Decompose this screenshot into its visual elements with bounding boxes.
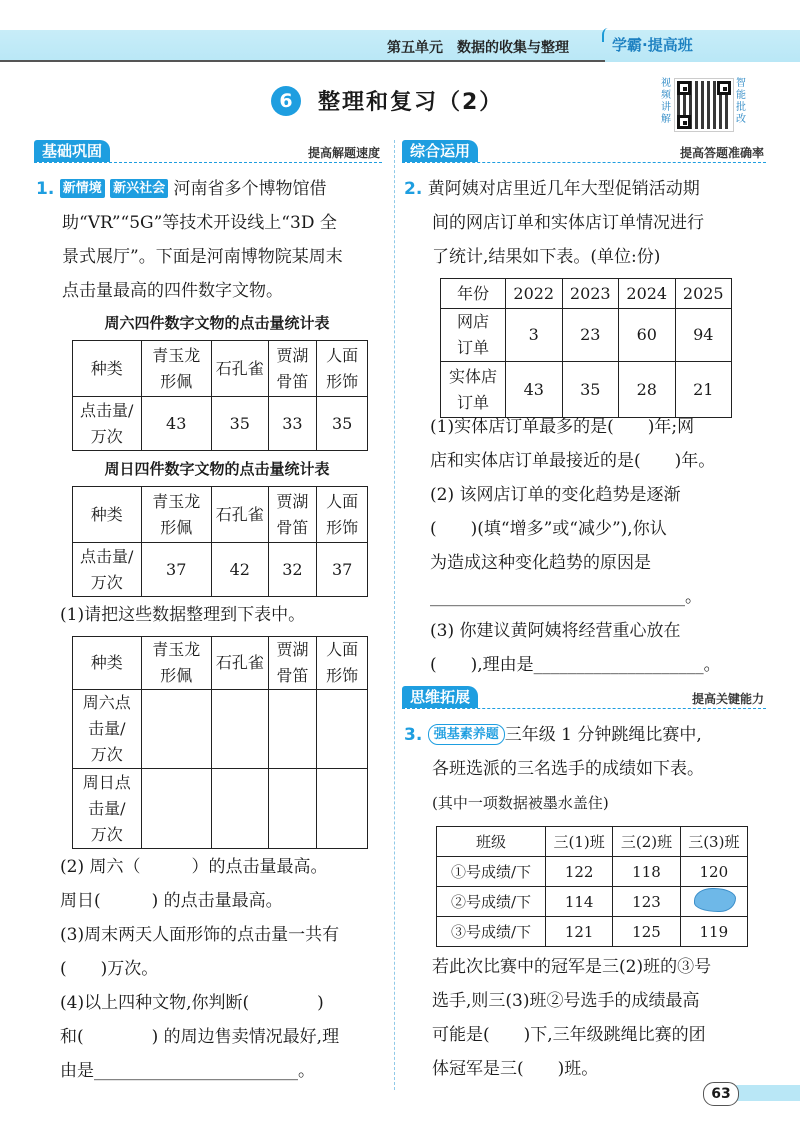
cell-value: 120 [680,857,747,887]
cell-value: 3 [506,309,563,362]
q1-sub1: (1)请把这些数据整理到下表中。 [60,605,306,625]
cell-value: 123 [613,887,680,917]
brand-swoosh-icon [602,28,614,42]
section-applied-label: 综合运用 [402,140,478,162]
cell-value: 118 [613,857,680,887]
cell-value: 23 [562,309,619,362]
cell-value: 43 [141,397,211,451]
q1-sub4c: 由是________________________。 [60,1061,315,1081]
q3-p3: 可能是( )下,三年级跳绳比赛的团 [432,1025,706,1045]
q3-line1: 3. 强基素养题 三年级 1 分钟跳绳比赛中, [404,725,702,745]
blank-cell[interactable] [317,690,368,769]
brand-label [612,34,693,55]
q1-sub3a: (3)周末两天人面形饰的点击量一共有 [60,925,340,945]
q2-sub1b: 店和实体店订单最接近的是( )年。 [430,451,716,471]
section-extension-subtitle: 提高关键能力 [691,692,764,706]
section-applied-subtitle: 提高答题准确率 [679,146,764,160]
blank-cell[interactable] [268,769,317,849]
cell-value: 94 [675,309,732,362]
section-basic [34,140,382,162]
q3-p1: 若此次比赛中的冠军是三(2)班的③号 [432,957,712,977]
unit-title: 第五单元 数据的收集与整理 [387,40,569,56]
table-sunday: 种类 青玉龙 形佩 石孔雀 贾湖 骨笛 人面 形饰 点击量/ 万次 37 42 32 37 [72,486,368,597]
cell-value: 125 [613,917,680,947]
column-divider [394,140,395,1090]
lesson-title: 整理和复习（2） [318,90,504,115]
table-orders: 年份 2022 2023 2024 2025 网店 订单 3 23 60 94 实体店 订单 43 35 28 21 [440,278,732,418]
cell-value: 43 [506,362,563,418]
q1-number: 1. [36,179,55,199]
blank-cell[interactable] [141,690,211,769]
cell-value: 121 [546,917,613,947]
cell-value: 35 [317,397,368,451]
cell-value: 32 [268,543,317,597]
cell-value: 122 [546,857,613,887]
q1-sub2a: (2) 周六（ ）的点击量最高。 [60,857,328,877]
header-rule [0,60,605,62]
q2-line3: 了统计,结果如下表。(单位:份) [432,247,661,267]
q2-sub2b: ( )(填“增多”或“减少”),你认 [430,519,667,539]
q2-sub3b: ( ),理由是____________________。 [430,655,721,675]
table1-caption: 周六四件数字文物的点击量统计表 [104,314,330,332]
q2-sub2d: ______________________________。 [430,587,702,607]
q1-line3: 景式展厅”。下面是河南博物院某周末 [62,247,343,267]
cell-value: 37 [317,543,368,597]
tag-core-literacy: 强基素养题 [428,724,505,745]
tag-new-context: 新情境 [60,179,105,198]
section-basic-subtitle: 提高解题速度 [307,146,380,160]
blank-cell[interactable] [212,769,269,849]
cell-value: 114 [546,887,613,917]
q1-line1: 河南省多个博物馆借 [173,179,327,199]
q2-line2: 间的网店订单和实体店订单情况进行 [432,213,704,233]
q1-sub4b: 和( ) 的周边售卖情况最好,理 [60,1027,340,1047]
ink-blot [694,888,736,912]
qr-left-label: 视频讲解 [661,78,671,125]
lesson-number-badge: 6 [271,86,301,116]
qr-code-icon[interactable] [674,78,734,132]
brand-text: 学霸·提高班 [612,36,693,54]
tag-new-society: 新兴社会 [110,179,168,198]
q2-sub2a: (2) 该网店订单的变化趋势是逐渐 [430,485,681,505]
section-extension [402,686,766,708]
th-kind: 种类 [73,341,142,397]
table-saturday: 种类 青玉龙 形佩 石孔雀 贾湖 骨笛 人面 形饰 点击量/ 万次 43 35 33 35 [72,340,368,451]
blank-cell[interactable] [268,690,317,769]
q2-sub3a: (3) 你建议黄阿姨将经营重心放在 [430,621,681,641]
cell-value: 28 [619,362,676,418]
q2-sub1a: (1)实体店订单最多的是( )年;网 [430,417,695,437]
q2-sub2c: 为造成这种变化趋势的原因是 [430,553,651,573]
blank-cell[interactable] [212,690,269,769]
section-applied [402,140,766,162]
cell-value: 119 [680,917,747,947]
q3-number: 3. [404,725,423,745]
page-bar [736,1085,800,1101]
cell-value: 33 [268,397,317,451]
cell-value: 35 [562,362,619,418]
cell-value: 42 [211,543,268,597]
q1-sub3b: ( )万次。 [60,959,159,979]
q1-sub4a: (4)以上四种文物,你判断( ) [60,993,324,1013]
q3-p2: 选手,则三(3)班②号选手的成绩最高 [432,991,700,1011]
cell-value: 21 [675,362,732,418]
section-basic-label: 基础巩固 [34,140,110,162]
qr-right-label: 智能批改 [736,78,746,125]
q3-line2: 各班选派的三名选手的成绩如下表。 [432,759,704,779]
q1-sub2b: 周日( ) 的点击量最高。 [60,891,283,911]
cell-value: 35 [211,397,268,451]
q2-line1: 2. 黄阿姨对店里近几年大型促销活动期 [404,179,700,199]
q2-number: 2. [404,179,423,199]
page-number: 63 [703,1082,739,1106]
cell-value: 37 [141,543,211,597]
blank-cell[interactable] [317,769,368,849]
q3-line3: (其中一项数据被墨水盖住) [432,794,609,812]
section-extension-label: 思维拓展 [402,686,478,708]
q1-line2: 助“VR”“5G”等技术开设线上“3D 全 [62,213,337,233]
q1-line4: 点击量最高的四件数字文物。 [62,281,283,301]
blank-cell[interactable] [141,769,211,849]
cell-value: 60 [619,309,676,362]
table-rope-skipping: 班级 三(1)班 三(2)班 三(3)班 ①号成绩/下 122 118 120 ②号成绩/下 114 123 ③号成绩/下 121 125 119 [436,826,748,947]
q3-p4: 体冠军是三( )班。 [432,1059,599,1079]
table-fill-in[interactable]: 种类 青玉龙 形佩 石孔雀 贾湖 骨笛 人面 形饰 周六点 击量/ 万次 周日点 击量/ 万次 [72,636,368,849]
q1-intro [36,172,386,206]
table2-caption: 周日四件数字文物的点击量统计表 [104,460,330,478]
